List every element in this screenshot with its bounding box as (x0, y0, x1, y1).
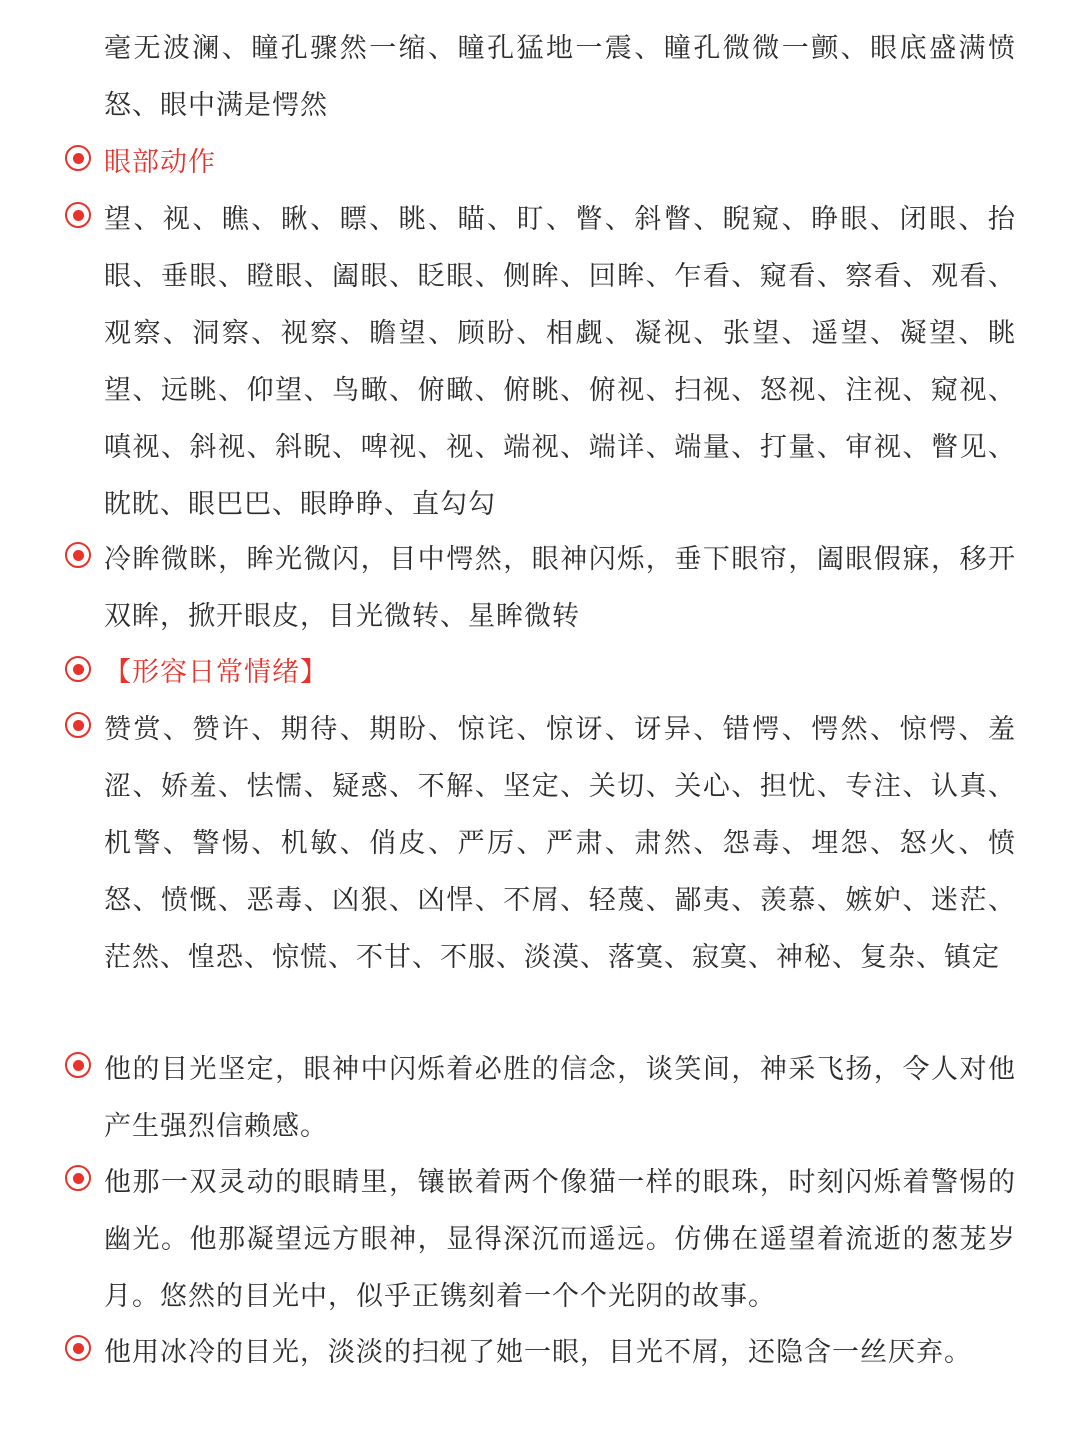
radio-bullet-icon (65, 1052, 91, 1078)
radio-bullet-icon (65, 145, 91, 171)
radio-bullet-icon (65, 1335, 91, 1361)
radio-bullet-icon (65, 656, 91, 682)
radio-bullet-icon (65, 542, 91, 568)
paragraph-emotion-words: 赞赏、赞许、期待、期盼、惊诧、惊讶、讶异、错愕、愕然、惊愕、羞涩、娇羞、怯懦、疑惑、不解、坚定、关切、关心、担忧、专注、认真、机警、警惕、机敏、俏皮、严厉、严肃、肃然、怨毒、埋怨、怒火、愤怒、愤慨、恶毒、凶狠、凶悍、不屑、轻蔑、鄙夷、羡慕、嫉妒、迷茫、茫然、惶恐、惊慌、不甘、不服、淡漠、落寞、寂寞、神秘、复杂、镇定 (104, 714, 1016, 973)
radio-bullet-icon (65, 202, 91, 228)
paragraph-example-3: 他用冰冷的目光，淡淡的扫视了她一眼，目光不屑，还隐含一丝厌弃。 (104, 1337, 972, 1368)
paragraph-eye-expressions: 毫无波澜、瞳孔骤然一缩、瞳孔猛地一震、瞳孔微微一颤、眼底盛满愤怒、眼中满是愕然 (104, 33, 1016, 121)
radio-bullet-icon (65, 712, 91, 738)
paragraph-eye-action-phrases: 冷眸微眯，眸光微闪，目中愕然，眼神闪烁，垂下眼帘，阖眼假寐，移开双眸，掀开眼皮，目光微转、星眸微转 (104, 544, 1016, 632)
paragraph-example-1: 他的目光坚定，眼神中闪烁着必胜的信念，谈笑间，神采飞扬，令人对他产生强烈信赖感。 (104, 1054, 1016, 1142)
radio-bullet-icon (65, 1165, 91, 1191)
heading-daily-emotions: 【形容日常情绪】 (104, 657, 328, 688)
paragraph-eye-action-words: 望、视、瞧、瞅、瞟、眺、瞄、盯、瞥、斜瞥、睨窥、睁眼、闭眼、抬眼、垂眼、瞪眼、阖眼、眨眼、侧眸、回眸、乍看、窥看、察看、观看、观察、洞察、视察、瞻望、顾盼、相觑、凝视、张望、遥望、凝望、眺望、远眺、仰望、鸟瞰、俯瞰、俯眺、俯视、扫视、怒视、注视、窥视、嗔视、斜视、斜睨、啤视、视、端视、端详、端量、打量、审视、瞥见、眈眈、眼巴巴、眼睁睁、直勾勾 (104, 204, 1016, 520)
heading-eye-actions: 眼部动作 (104, 147, 216, 178)
paragraph-example-2: 他那一双灵动的眼睛里，镶嵌着两个像猫一样的眼珠，时刻闪烁着警惕的幽光。他那凝望远方眼神，显得深沉而遥远。仿佛在遥望着流逝的葱茏岁月。悠然的目光中，似乎正镌刻着一个个光阴的故事。 (104, 1167, 1016, 1312)
